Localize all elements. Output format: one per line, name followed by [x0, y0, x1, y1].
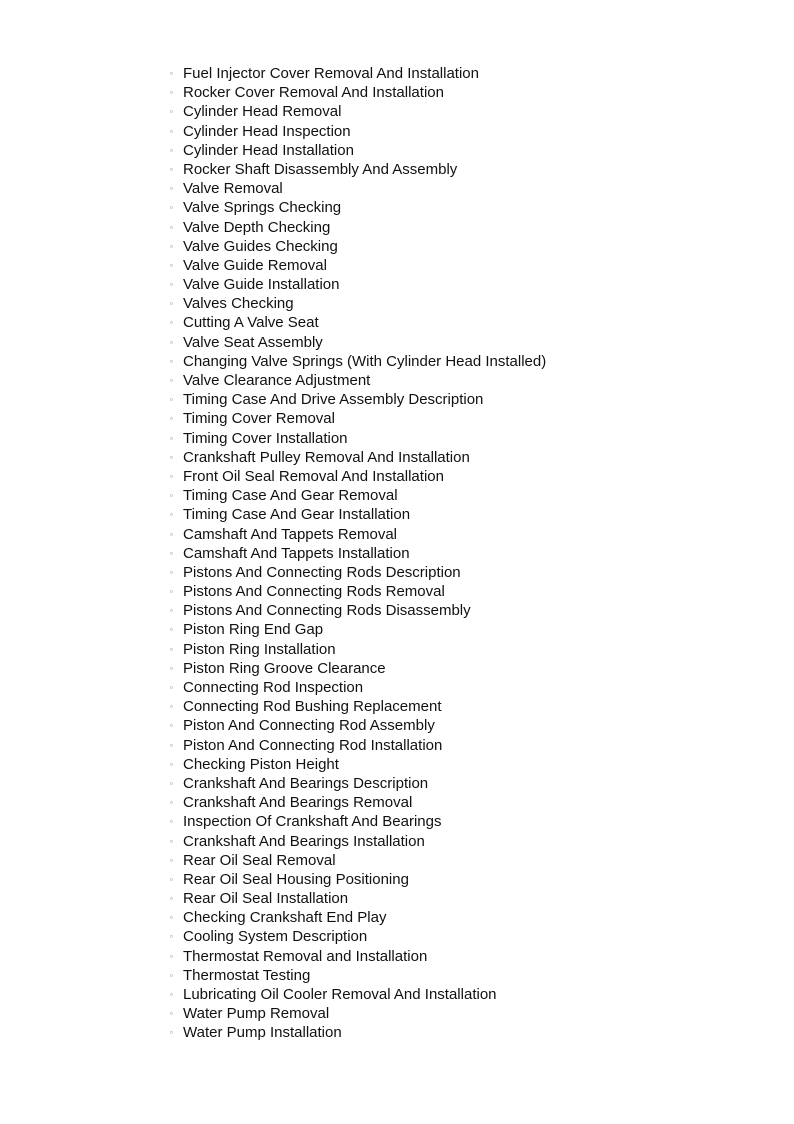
list-item — [170, 122, 770, 141]
bullet-icon: ▫ — [170, 644, 173, 654]
list-item-label: Cooling System Description — [183, 928, 368, 946]
bullet-icon: ▫ — [170, 88, 173, 98]
bullet-icon: ▫ — [170, 356, 173, 366]
list-item-label: Rear Oil Seal Removal — [183, 851, 336, 869]
bullet-icon: ▫ — [170, 260, 173, 270]
bullet-icon: ▫ — [170, 471, 173, 481]
bullet-icon: ▫ — [170, 548, 173, 558]
bullet-icon: ▫ — [170, 376, 173, 385]
bullet-icon: ▫ — [170, 145, 173, 155]
bullet-icon: ▫ — [170, 855, 173, 865]
list-item-label: Valve Seat Assembly — [183, 333, 323, 351]
list-item — [170, 198, 770, 217]
bullet-icon: ▫ — [170, 529, 173, 539]
bullet-icon: ▫ — [170, 1009, 173, 1019]
list-item — [170, 793, 770, 812]
list-item-label: Pistons And Connecting Rods Disassembly — [183, 602, 471, 620]
list-item — [170, 908, 770, 927]
list-item — [170, 352, 770, 371]
list-item — [170, 620, 770, 639]
bullet-icon: ▫ — [170, 970, 173, 980]
list-item-label: Crankshaft And Bearings Installation — [183, 832, 425, 850]
list-item — [170, 486, 770, 505]
list-item-label: Valve Removal — [183, 180, 283, 198]
list-item — [170, 1023, 770, 1042]
list-item-label: Cutting A Valve Seat — [183, 314, 319, 332]
bullet-icon: ▫ — [170, 337, 173, 347]
list-item — [170, 179, 770, 198]
list-item-label: Connecting Rod Inspection — [183, 679, 364, 696]
list-item-label: Timing Case And Gear Installation — [183, 506, 411, 524]
list-item — [170, 851, 770, 870]
bullet-icon: ▫ — [170, 798, 173, 808]
list-item-label: Piston And Connecting Rod Assembly — [183, 717, 435, 735]
list-item — [170, 716, 770, 735]
list-item — [170, 64, 770, 83]
list-item — [170, 1004, 770, 1023]
list-item — [170, 870, 770, 889]
list-item — [170, 333, 770, 352]
list-item-label: Inspection Of Crankshaft And Bearings — [183, 813, 442, 831]
list-item-label: Water Pump Removal — [183, 1005, 330, 1023]
list-item — [170, 448, 770, 467]
list-item-label: Water Pump Installation — [183, 1024, 342, 1042]
bullet-icon: ▫ — [170, 625, 173, 635]
list-item — [170, 237, 770, 256]
list-item-label: Rocker Shaft Disassembly And Assembly — [183, 160, 458, 178]
list-item — [170, 640, 770, 659]
list-item — [170, 985, 770, 1004]
list-item — [170, 429, 770, 448]
list-item-label: Valve Guide Removal — [183, 256, 327, 274]
list-item — [170, 141, 770, 160]
bullet-icon: ▫ — [170, 759, 173, 769]
bullet-icon: ▫ — [170, 414, 173, 424]
list-item-label: Valve Springs Checking — [183, 199, 342, 217]
list-item — [170, 736, 770, 755]
bullet-icon: ▫ — [170, 778, 173, 788]
bullet-icon: ▫ — [170, 702, 173, 712]
list-item-label: Rear Oil Seal Installation — [183, 890, 349, 908]
list-item-label: Front Oil Seal Removal And Installation — [183, 467, 444, 485]
list-item-label: Connecting Rod Bushing Replacement — [183, 698, 442, 716]
bullet-icon: ▫ — [170, 299, 173, 309]
list-item-label: Crankshaft Pulley Removal And Installation — [183, 448, 470, 466]
bullet-icon: ▫ — [170, 990, 173, 999]
list-item — [170, 697, 770, 716]
list-item-label: Camshaft And Tappets Installation — [183, 544, 410, 562]
bullet-icon: ▫ — [170, 164, 173, 174]
list-item-label: Cylinder Head Installation — [183, 141, 354, 159]
bullet-icon: ▫ — [170, 126, 173, 136]
bullet-icon: ▫ — [170, 184, 173, 194]
list-item-label: Pistons And Connecting Rods Removal — [183, 583, 445, 601]
bullet-icon: ▫ — [170, 280, 173, 290]
list-item-label: Fuel Injector Cover Removal And Installation — [183, 65, 479, 82]
list-item-label: Piston Ring End Gap — [183, 621, 324, 639]
bullet-icon: ▫ — [170, 721, 173, 731]
list-item — [170, 582, 770, 601]
bullet-icon: ▫ — [170, 395, 173, 405]
list-item-label: Rocker Cover Removal And Installation — [183, 84, 444, 102]
list-item — [170, 525, 770, 544]
list-item-label: Crankshaft And Bearings Removal — [183, 794, 413, 812]
list-item — [170, 218, 770, 237]
list-item-label: Lubricating Oil Cooler Removal And Installation — [183, 986, 497, 1003]
list-item-label: Checking Crankshaft End Play — [183, 909, 387, 927]
bullet-icon: ▫ — [170, 740, 173, 750]
list-item-label: Thermostat Testing — [183, 966, 311, 984]
list-item — [170, 832, 770, 851]
list-item — [170, 294, 770, 313]
list-item-label: Changing Valve Springs (With Cylinder Head Installed) — [183, 352, 547, 370]
bullet-icon: ▫ — [170, 318, 173, 328]
bullet-icon: ▫ — [170, 203, 173, 213]
bullet-icon: ▫ — [170, 587, 173, 597]
list-item-label: Piston Ring Groove Clearance — [183, 659, 386, 677]
list-item — [170, 927, 770, 946]
list-item-label: Valve Guide Installation — [183, 276, 340, 294]
list-item-label: Checking Piston Height — [183, 755, 339, 773]
bullet-icon: ▫ — [170, 222, 173, 232]
bullet-icon: ▫ — [170, 836, 173, 846]
list-item-label: Cylinder Head Removal — [183, 103, 342, 121]
list-item — [170, 313, 770, 332]
bullet-icon: ▫ — [170, 107, 173, 117]
list-item — [170, 966, 770, 985]
bullet-icon: ▫ — [170, 433, 173, 443]
list-item — [170, 947, 770, 966]
bullet-icon: ▫ — [170, 951, 173, 961]
list-item — [170, 774, 770, 793]
list-item — [170, 390, 770, 409]
list-item — [170, 563, 770, 582]
bullet-icon: ▫ — [170, 1028, 173, 1038]
list-item-label: Timing Case And Gear Removal — [183, 487, 398, 505]
list-item — [170, 544, 770, 563]
list-item — [170, 678, 770, 697]
list-item-label: Valve Depth Checking — [183, 218, 331, 236]
list-item-label: Timing Cover Installation — [183, 429, 348, 447]
list-item-label: Timing Cover Removal — [183, 410, 335, 428]
list-item-label: Piston And Connecting Rod Installation — [183, 736, 443, 754]
list-item-label: Pistons And Connecting Rods Description — [183, 563, 461, 581]
bullet-icon: ▫ — [170, 894, 173, 904]
bullet-icon: ▫ — [170, 69, 173, 78]
list-item — [170, 275, 770, 294]
list-item-label: Rear Oil Seal Housing Positioning — [183, 870, 409, 888]
list-item — [170, 812, 770, 831]
list-item-label: Valves Checking — [183, 295, 294, 313]
list-item — [170, 409, 770, 428]
list-item-label: Valve Clearance Adjustment — [183, 372, 371, 389]
bullet-icon: ▫ — [170, 663, 173, 673]
bullet-icon: ▫ — [170, 817, 173, 827]
list-item — [170, 467, 770, 486]
bullet-icon: ▫ — [170, 913, 173, 923]
bullet-icon: ▫ — [170, 874, 173, 884]
list-item — [170, 83, 770, 102]
bullet-icon: ▫ — [170, 683, 173, 692]
list-item — [170, 160, 770, 179]
list-item-label: Cylinder Head Inspection — [183, 122, 351, 140]
list-item-label: Timing Case And Drive Assembly Description — [183, 391, 484, 409]
bullet-icon: ▫ — [170, 932, 173, 942]
list-item — [170, 889, 770, 908]
bullet-icon: ▫ — [170, 606, 173, 616]
list-item — [170, 659, 770, 678]
contents-list — [170, 64, 770, 1043]
bullet-icon: ▫ — [170, 567, 173, 577]
list-item — [170, 371, 770, 390]
list-item-label: Piston Ring Installation — [183, 640, 336, 658]
list-item — [170, 755, 770, 774]
list-item — [170, 102, 770, 121]
bullet-icon: ▫ — [170, 491, 173, 501]
bullet-icon: ▫ — [170, 452, 173, 462]
list-item-label: Crankshaft And Bearings Description — [183, 774, 429, 792]
list-item — [170, 256, 770, 275]
bullet-icon: ▫ — [170, 510, 173, 520]
list-item-label: Thermostat Removal and Installation — [183, 947, 428, 965]
list-item-label: Valve Guides Checking — [183, 237, 338, 255]
list-item — [170, 505, 770, 524]
list-item-label: Camshaft And Tappets Removal — [183, 525, 398, 543]
list-item — [170, 601, 770, 620]
bullet-icon: ▫ — [170, 241, 173, 251]
